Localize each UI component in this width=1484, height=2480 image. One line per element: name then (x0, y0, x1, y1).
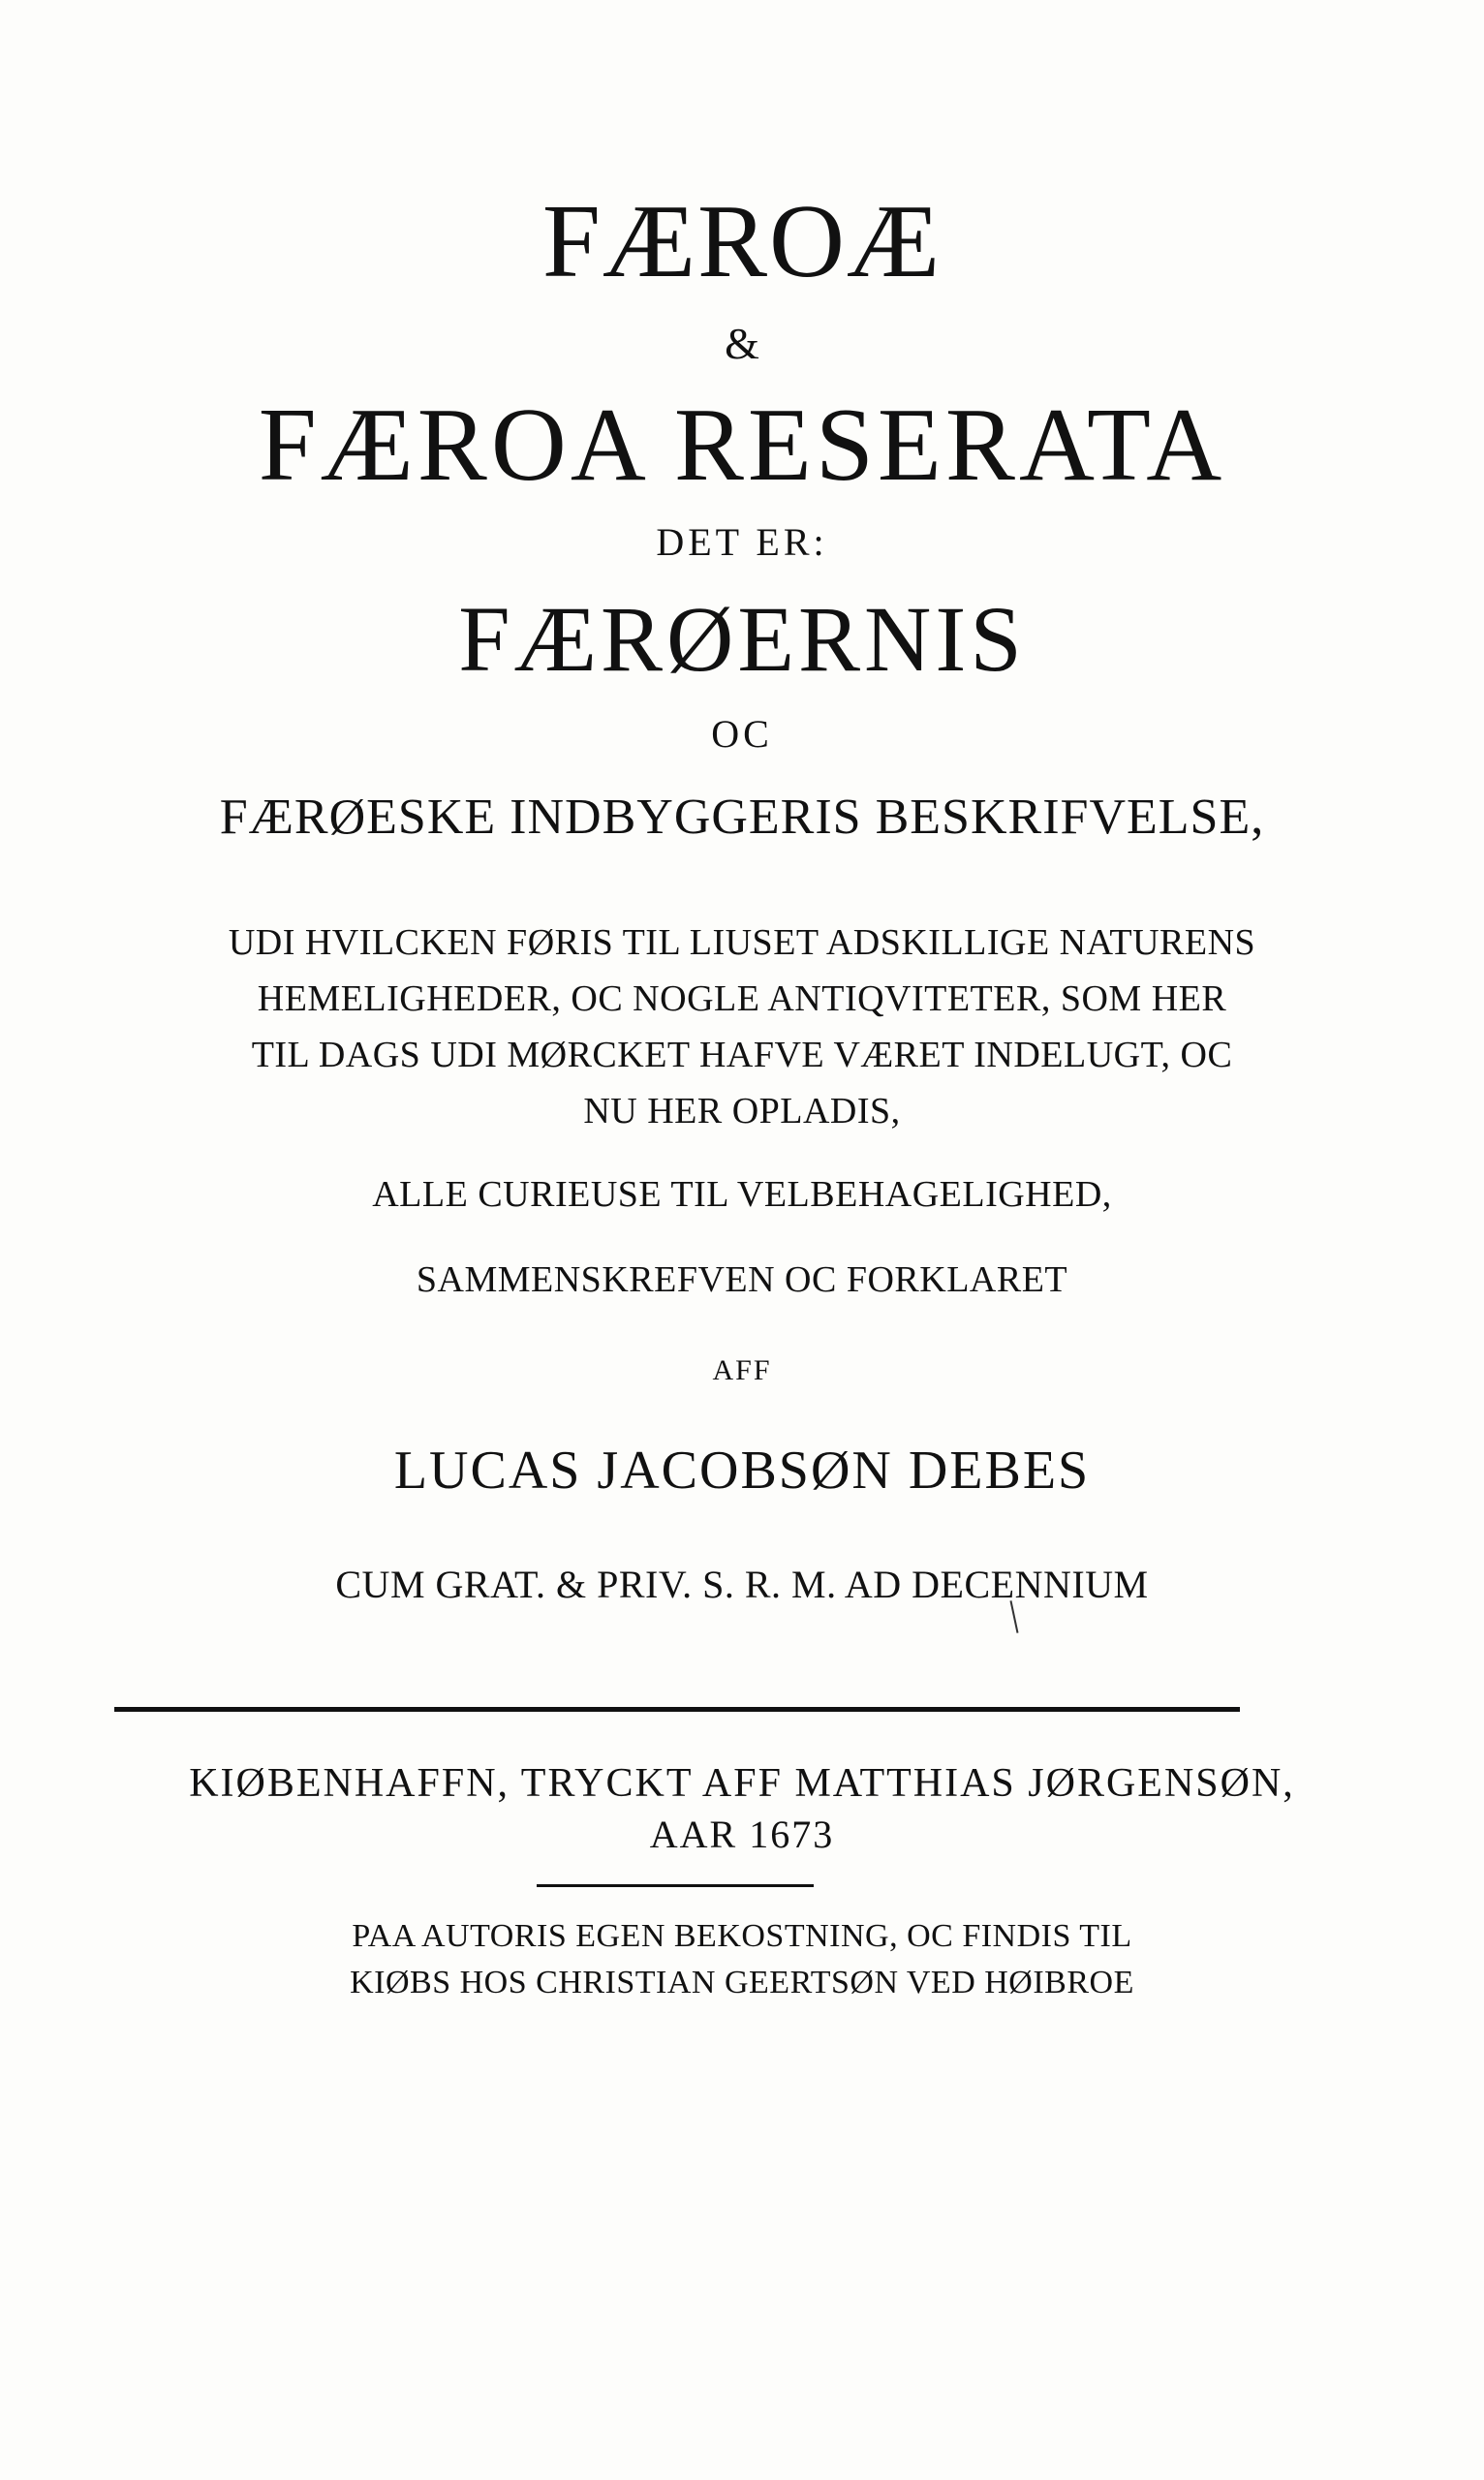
thick-divider (114, 1707, 1240, 1712)
printer-line: KIØBENHAFFN, TRYCKT AFF MATTHIAS JØRGENSØN, (189, 1761, 1295, 1806)
dedication-line: ALLE CURIEUSE TIL VELBEHAGELIGHED, (372, 1174, 1112, 1215)
det-er-label: DET ER: (656, 520, 828, 564)
sale-line-1: PAA AUTORIS EGEN BEKOSTNING, OC FINDIS TIL (352, 1918, 1132, 1954)
thin-divider (537, 1884, 814, 1887)
compiled-line: SAMMENSKREFVEN OC FORKLARET (416, 1259, 1068, 1300)
description-line: UDI HVILCKEN FØRIS TIL LIUSET ADSKILLIGE NATURENS (228, 922, 1256, 963)
privilege-line: CUM GRAT. & PRIV. S. R. M. AD DECENNIUM (335, 1563, 1149, 1606)
ampersand: & (725, 319, 759, 368)
description-block (0, 914, 1484, 1139)
description-line: HEMELIGHEDER, OC NOGLE ANTIQVITETER, SOM HER (257, 978, 1227, 1019)
by-label: AFF (712, 1354, 772, 1386)
title-line-4: FÆRØESKE INDBYGGERIS BESKRIFVELSE, (219, 790, 1265, 845)
title-line-1: FÆROÆ (541, 184, 943, 299)
sale-line-2: KIØBS HOS CHRISTIAN GEERTSØN VED HØIBROE (350, 1965, 1134, 2000)
oc-connector: OC (711, 712, 773, 756)
title-line-3: FÆRØERNIS (458, 587, 1026, 691)
description-line: TIL DAGS UDI MØRCKET HAFVE VÆRET INDELUGT, OC (251, 1035, 1233, 1075)
description-line: NU HER OPLADIS, (583, 1091, 901, 1132)
title-line-2: FÆROA RESERATA (258, 388, 1226, 503)
year-line: AAR 1673 (649, 1813, 835, 1856)
author-name: LUCAS JACOBSØN DEBES (393, 1441, 1091, 1501)
